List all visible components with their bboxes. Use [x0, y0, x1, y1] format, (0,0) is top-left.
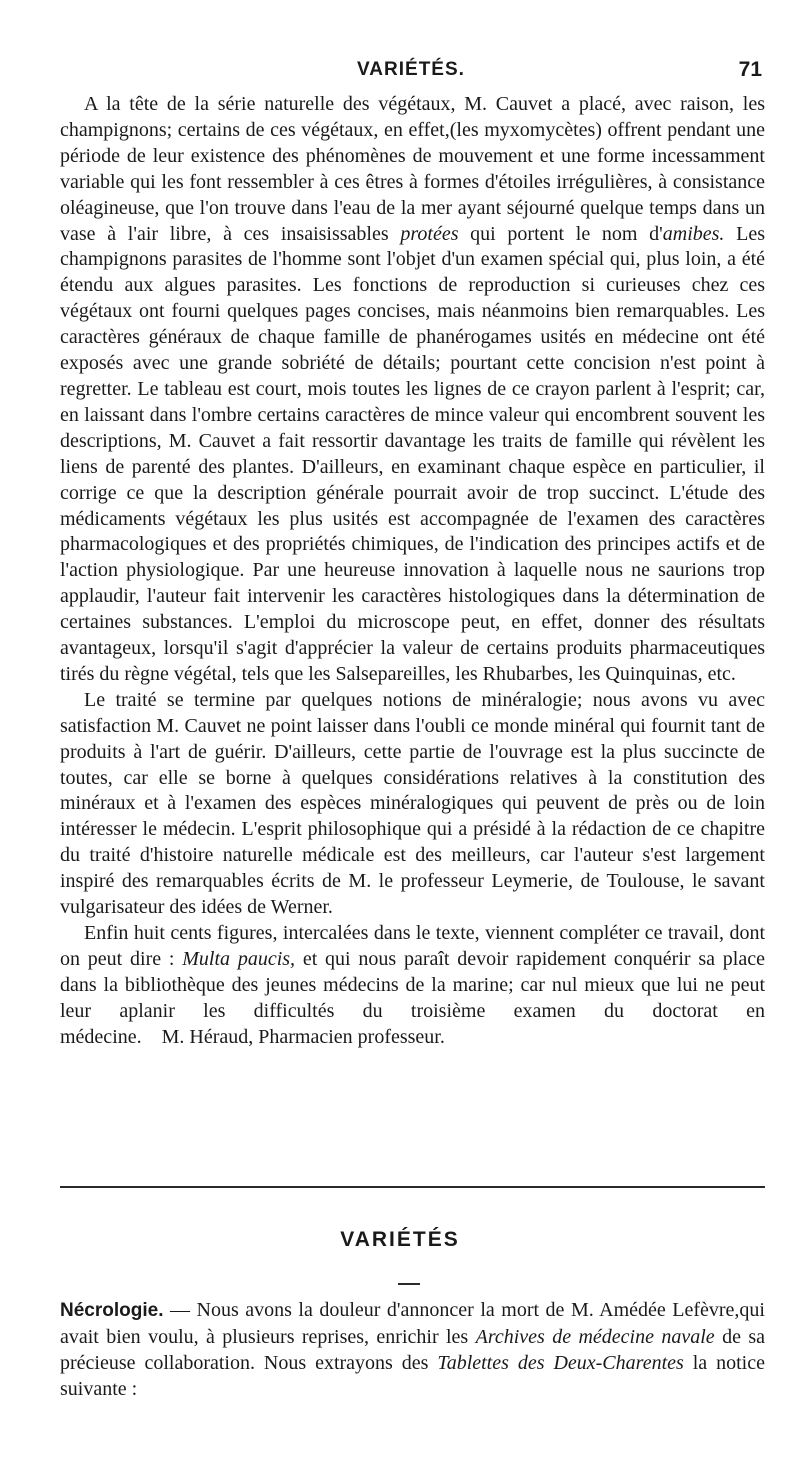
- italic-tablettes: Tablettes des Deux-Charentes: [437, 1352, 684, 1374]
- short-rule: [398, 1283, 420, 1285]
- italic-multa-paucis: Multa paucis,: [182, 947, 296, 970]
- paragraph-1-text-b: qui portent le nom d': [458, 222, 663, 245]
- paragraph-1-text-a: A la tête de la série naturelle des végétaux, M. Cauvet a placé, avec raison, les champignons; certains de ces végétaux, en effet,(les myxomycètes) offrent pendant une période de leur existence des phénomènes de mouvement et une forme incessamment variable qui les font ressembler à ces êtres à formes d'étoiles irrégulières, à consistance oléagineuse, que l'on trouve dans l'eau de la mer ayant séjourné quelque temps dans un vase à l'air libre, à ces insaisissables: [60, 93, 765, 245]
- necrologie-paragraph: [60, 1297, 765, 1402]
- necrologie-text-c: la notice suivante :: [60, 1352, 765, 1400]
- paragraph-2: Le traité se termine par quelques notions de minéralogie; nous avons vu avec satisfaction M. Cauvet ne point laisser dans l'oubli ce monde minéral qui fournit tant de produits à l'art de guérir. D'ailleurs, cette partie de l'ouvrage est la plus succincte de toutes, car elle se borne à quelques considérations relatives à la constitution des minéraux et à l'examen des espèces minéralogiques qui peuvent de près ou de loin intéresser le médecin. L'esprit philosophique qui a présidé à la rédaction de ce chapitre du traité d'histoire naturelle médicale est des meilleurs, car l'auteur s'est largement inspiré des remarquables écrits de M. le professeur Leymerie, de Toulouse, le savant vulgarisateur des idées de Werner.: [60, 688, 765, 919]
- page-header: [60, 50, 762, 90]
- author-signature: M. Héraud, Pharmacien professeur.: [161, 1025, 445, 1048]
- italic-protees: protées: [400, 222, 459, 245]
- necrologie-lead: Nécrologie.: [60, 1300, 164, 1321]
- page-number: 71: [738, 58, 762, 81]
- paragraph-3: [60, 921, 765, 1051]
- paragraph-3-text-b: et qui nous paraît devoir rapidement conquérir sa place dans la bibliothèque des jeunes médecins de la marine; car nul mieux que lui ne peut leur aplanir les difficultés du troisième examen du doctorat en médecine.: [60, 947, 765, 1048]
- necrologie-text-b: de sa précieuse collaboration. Nous extrayons des: [60, 1326, 765, 1374]
- italic-archives: Archives de médecine navale: [475, 1326, 715, 1348]
- italic-amibes: amibes.: [662, 222, 725, 245]
- paragraph-1-text-c: Les champignons parasites de l'homme sont l'objet d'un examen spécial qui, plus loin, a été étendu aux algues parasites. Les fonctions de reproduction si curieuses chez ces végétaux ont fourni quelques pages concises, mais néanmoins bien remarquables. Les caractères généraux de chaque famille de phanérogames usités en médecine ont été exposés avec une grande sobriété de détails; pourtant cette concision n'est point à regretter. Le tableau est court, mois toutes les lignes de ce crayon parlent à l'esprit; car, en laissant dans l'ombre certains caractères de mince valeur qui encombrent souvent les descriptions, M. Cauvet a fait ressortir davantage les traits de famille qui révèlent les liens de parenté des plantes. D'ailleurs, en examinant chaque espèce en particulier, il corrige ce que la description générale pourrait avoir de trop succinct. L'étude des médicaments végétaux les plus usités est accompagnée de l'examen des caractères pharmacologiques et des propriétés chimiques, de l'indication des principes actifs et de l'action physiologique. Par une heureuse innovation à laquelle nous ne saurions trop applaudir, l'auteur fait intervenir les caractères histologiques dans la détermination de certaines substances. L'emploi du microscope peut, en effet, donner des résultats avantageux, lorsqu'il s'agit d'apprécier la valeur de certains produits pharmaceutiques tirés du règne végétal, tels que les Salsepareilles, les Rhubarbes, les Quinquinas, etc.: [60, 222, 765, 685]
- necrologie-text-a: — Nous avons la douleur d'annoncer la mort de M. Amédée Lefèvre,qui avait bien voulu, à plusieurs reprises, enrichir les: [60, 1299, 765, 1348]
- running-title: VARIÉTÉS.: [357, 59, 465, 80]
- section-divider: [60, 1186, 765, 1188]
- section-title: VARIÉTÉS: [340, 1228, 460, 1251]
- paragraph-1: [60, 92, 765, 688]
- article-body: [60, 92, 765, 1051]
- paragraph-3-text-a: Enfin huit cents figures, intercalées dans le texte, viennent compléter ce travail, dont on peut dire :: [60, 922, 765, 970]
